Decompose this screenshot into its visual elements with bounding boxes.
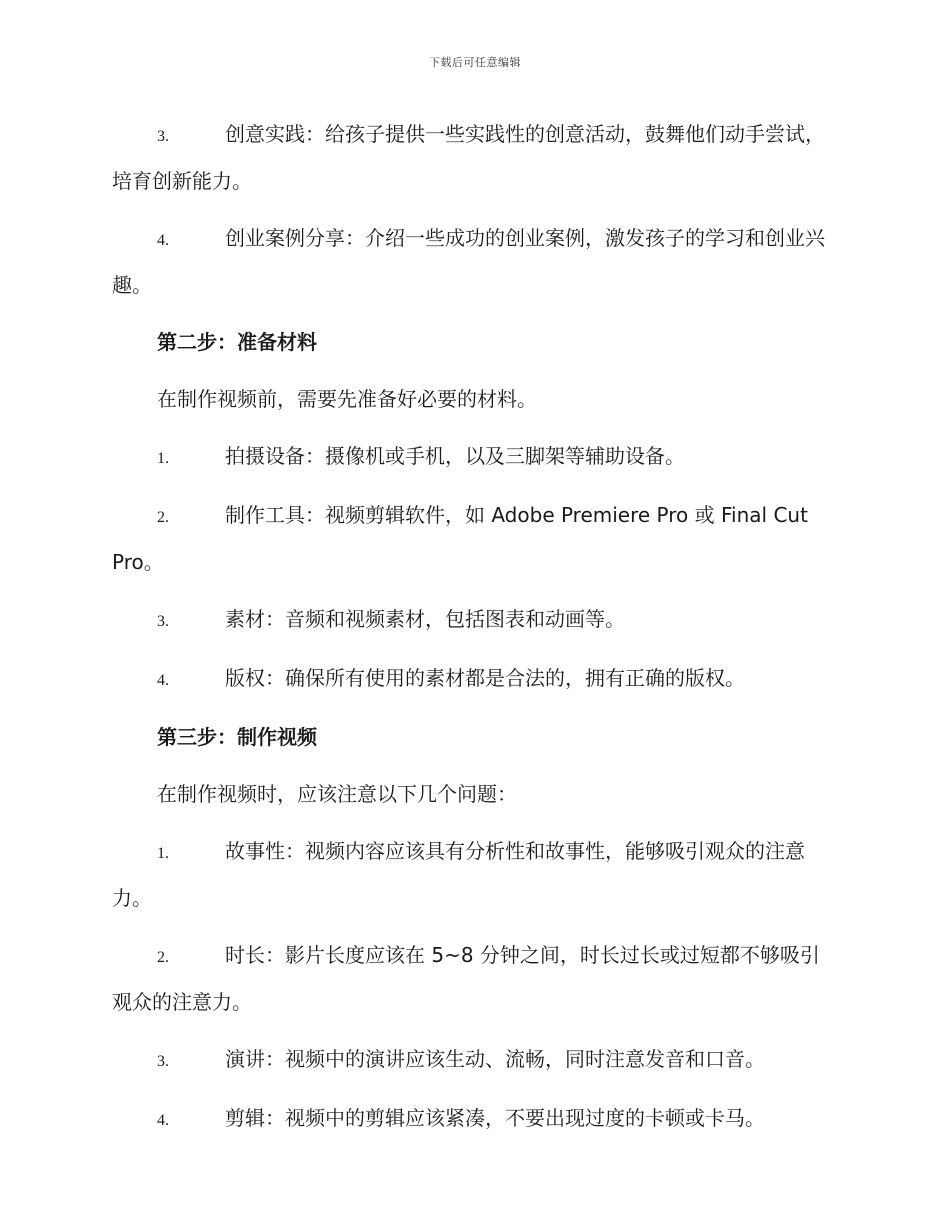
list-item-text: 剪辑：视频中的剪辑应该紧凑，不要出现过度的卡顿或卡马。	[225, 1106, 765, 1130]
list-number: 1.	[157, 845, 169, 862]
list-number: 3.	[157, 613, 169, 630]
list-item-text: 故事性：视频内容应该具有分析性和故事性，能够吸引观众的注意力。	[112, 839, 805, 910]
section-heading: 第三步：制作视频	[157, 725, 317, 749]
list-number: 4.	[157, 672, 169, 689]
list-item	[112, 656, 838, 703]
list-item	[112, 112, 838, 204]
list-item-text: 制作工具：视频剪辑软件，如 Adobe Premiere Pro 或 Final Cut Pro。	[112, 503, 808, 574]
document-body	[112, 112, 838, 1155]
list-item-text: 演讲：视频中的演讲应该生动、流畅，同时注意发音和口音。	[225, 1047, 765, 1071]
list-item-text: 创意实践：给孩子提供一些实践性的创意活动，鼓舞他们动手尝试，培育创新能力。	[112, 122, 825, 193]
paragraph: 在制作视频前，需要先准备好必要的材料。	[157, 387, 537, 411]
list-number: 4.	[157, 1112, 169, 1129]
section-heading: 第二步：准备材料	[157, 330, 317, 354]
list-item-text: 时长：影片长度应该在 5~8 分钟之间，时长过长或过短都不够吸引观众的注意力。	[112, 943, 820, 1014]
list-number: 2.	[157, 949, 169, 966]
list-item	[112, 1096, 838, 1143]
list-number: 2.	[157, 509, 169, 526]
list-item	[112, 829, 838, 921]
list-item-text: 创业案例分享：介绍一些成功的创业案例，激发孩子的学习和创业兴趣。	[112, 226, 825, 297]
list-number: 1.	[157, 450, 169, 467]
list-item-text: 版权：确保所有使用的素材都是合法的，拥有正确的版权。	[225, 666, 745, 690]
list-item	[112, 216, 838, 308]
list-item	[112, 493, 838, 585]
list-item	[112, 1037, 838, 1084]
list-number: 3.	[157, 128, 169, 145]
list-item-text: 拍摄设备：摄像机或手机，以及三脚架等辅助设备。	[225, 444, 685, 468]
list-number: 4.	[157, 232, 169, 249]
list-item	[112, 597, 838, 644]
list-number: 3.	[157, 1053, 169, 1070]
list-item	[112, 933, 838, 1025]
list-item	[112, 434, 838, 481]
page-header: 下载后可任意编辑	[429, 56, 521, 69]
paragraph: 在制作视频时，应该注意以下几个问题：	[157, 782, 517, 806]
list-item-text: 素材：音频和视频素材，包括图表和动画等。	[225, 607, 625, 631]
